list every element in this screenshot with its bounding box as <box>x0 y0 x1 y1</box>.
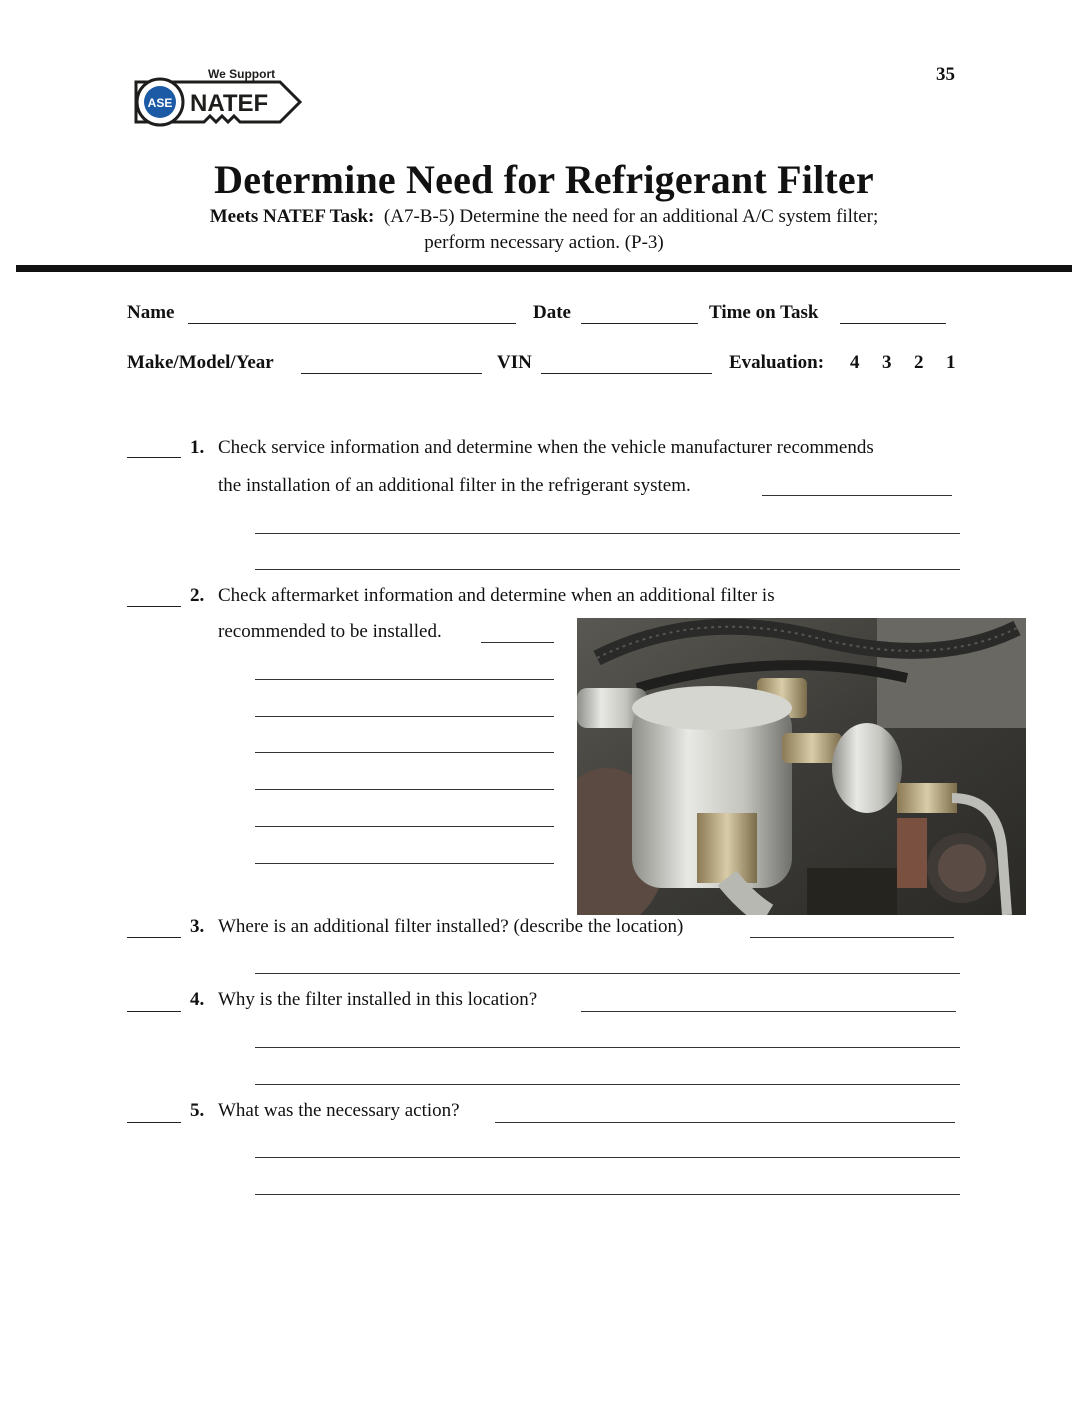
item-1-answer-line[interactable] <box>255 533 960 534</box>
evaluation-label: Evaluation: <box>729 352 825 373</box>
item-2-check-blank[interactable] <box>127 606 181 607</box>
item-4-answer-line[interactable] <box>255 1084 960 1085</box>
task-label: Meets NATEF Task: <box>209 206 375 227</box>
vin-label: VIN <box>497 352 532 373</box>
item-2-answer-line[interactable] <box>255 752 554 753</box>
vin-field[interactable] <box>541 373 712 374</box>
task-line-1: (A7-B-5) Determine the need for an additional A/C system filter; <box>383 206 879 227</box>
item-2-text-line-1: Check aftermarket information and determine when an additional filter is <box>218 585 775 606</box>
task-description <box>0 204 1088 256</box>
natef-logo <box>130 60 305 140</box>
natef-logo-graphic <box>130 60 305 140</box>
item-5-answer-line[interactable] <box>255 1157 960 1158</box>
item-5-answer-inline[interactable] <box>495 1122 955 1123</box>
item-5-text: What was the necessary action? <box>218 1100 460 1121</box>
refrigerant-filter-photo-graphic <box>577 618 1026 915</box>
item-1-answer-inline[interactable] <box>762 495 952 496</box>
name-field[interactable] <box>188 323 516 324</box>
item-3-check-blank[interactable] <box>127 937 181 938</box>
date-field[interactable] <box>581 323 698 324</box>
make-model-year-label: Make/Model/Year <box>127 352 274 373</box>
page-number: 35 <box>936 64 955 85</box>
item-1-answer-line[interactable] <box>255 569 960 570</box>
score-1[interactable]: 1 <box>946 352 956 373</box>
ase-badge-text: ASE <box>147 96 173 110</box>
item-2-answer-line[interactable] <box>255 863 554 864</box>
item-2-answer-inline[interactable] <box>481 642 554 643</box>
item-3-answer-line[interactable] <box>255 973 960 974</box>
score-3[interactable]: 3 <box>882 352 892 373</box>
item-2-text-line-2: recommended to be installed. <box>218 621 442 642</box>
item-2-answer-line[interactable] <box>255 826 554 827</box>
header-divider <box>16 265 1072 272</box>
item-4-text: Why is the filter installed in this location? <box>218 989 538 1010</box>
item-4-answer-line[interactable] <box>255 1047 960 1048</box>
item-1-number: 1. <box>190 437 205 458</box>
make-model-year-field[interactable] <box>301 373 482 374</box>
page-title: Determine Need for Refrigerant Filter <box>214 157 874 202</box>
task-line-2: perform necessary action. (P-3) <box>424 232 664 253</box>
time-on-task-label: Time on Task <box>709 302 819 323</box>
item-4-answer-inline[interactable] <box>581 1011 956 1012</box>
score-4[interactable]: 4 <box>850 352 860 373</box>
item-2-answer-line[interactable] <box>255 716 554 717</box>
item-2-answer-line[interactable] <box>255 679 554 680</box>
item-3-number: 3. <box>190 916 205 937</box>
item-1-text-line-2: the installation of an additional filter in the refrigerant system. <box>218 475 691 496</box>
score-2[interactable]: 2 <box>914 352 924 373</box>
item-4-number: 4. <box>190 989 205 1010</box>
item-5-answer-line[interactable] <box>255 1194 960 1195</box>
item-2-answer-line[interactable] <box>255 789 554 790</box>
item-1-text-line-1: Check service information and determine when the vehicle manufacturer recommends <box>218 437 874 458</box>
logo-top-text: We Support <box>208 67 276 81</box>
date-label: Date <box>533 302 571 323</box>
logo-main-text: NATEF <box>190 90 269 117</box>
item-5-check-blank[interactable] <box>127 1122 181 1123</box>
refrigerant-filter-photo <box>577 618 1026 915</box>
time-on-task-field[interactable] <box>840 323 946 324</box>
item-4-check-blank[interactable] <box>127 1011 181 1012</box>
item-3-answer-inline[interactable] <box>750 937 954 938</box>
name-label: Name <box>127 302 175 323</box>
item-2-number: 2. <box>190 585 205 606</box>
item-3-text: Where is an additional filter installed? (describe the location) <box>218 916 684 937</box>
item-1-check-blank[interactable] <box>127 457 181 458</box>
item-5-number: 5. <box>190 1100 205 1121</box>
